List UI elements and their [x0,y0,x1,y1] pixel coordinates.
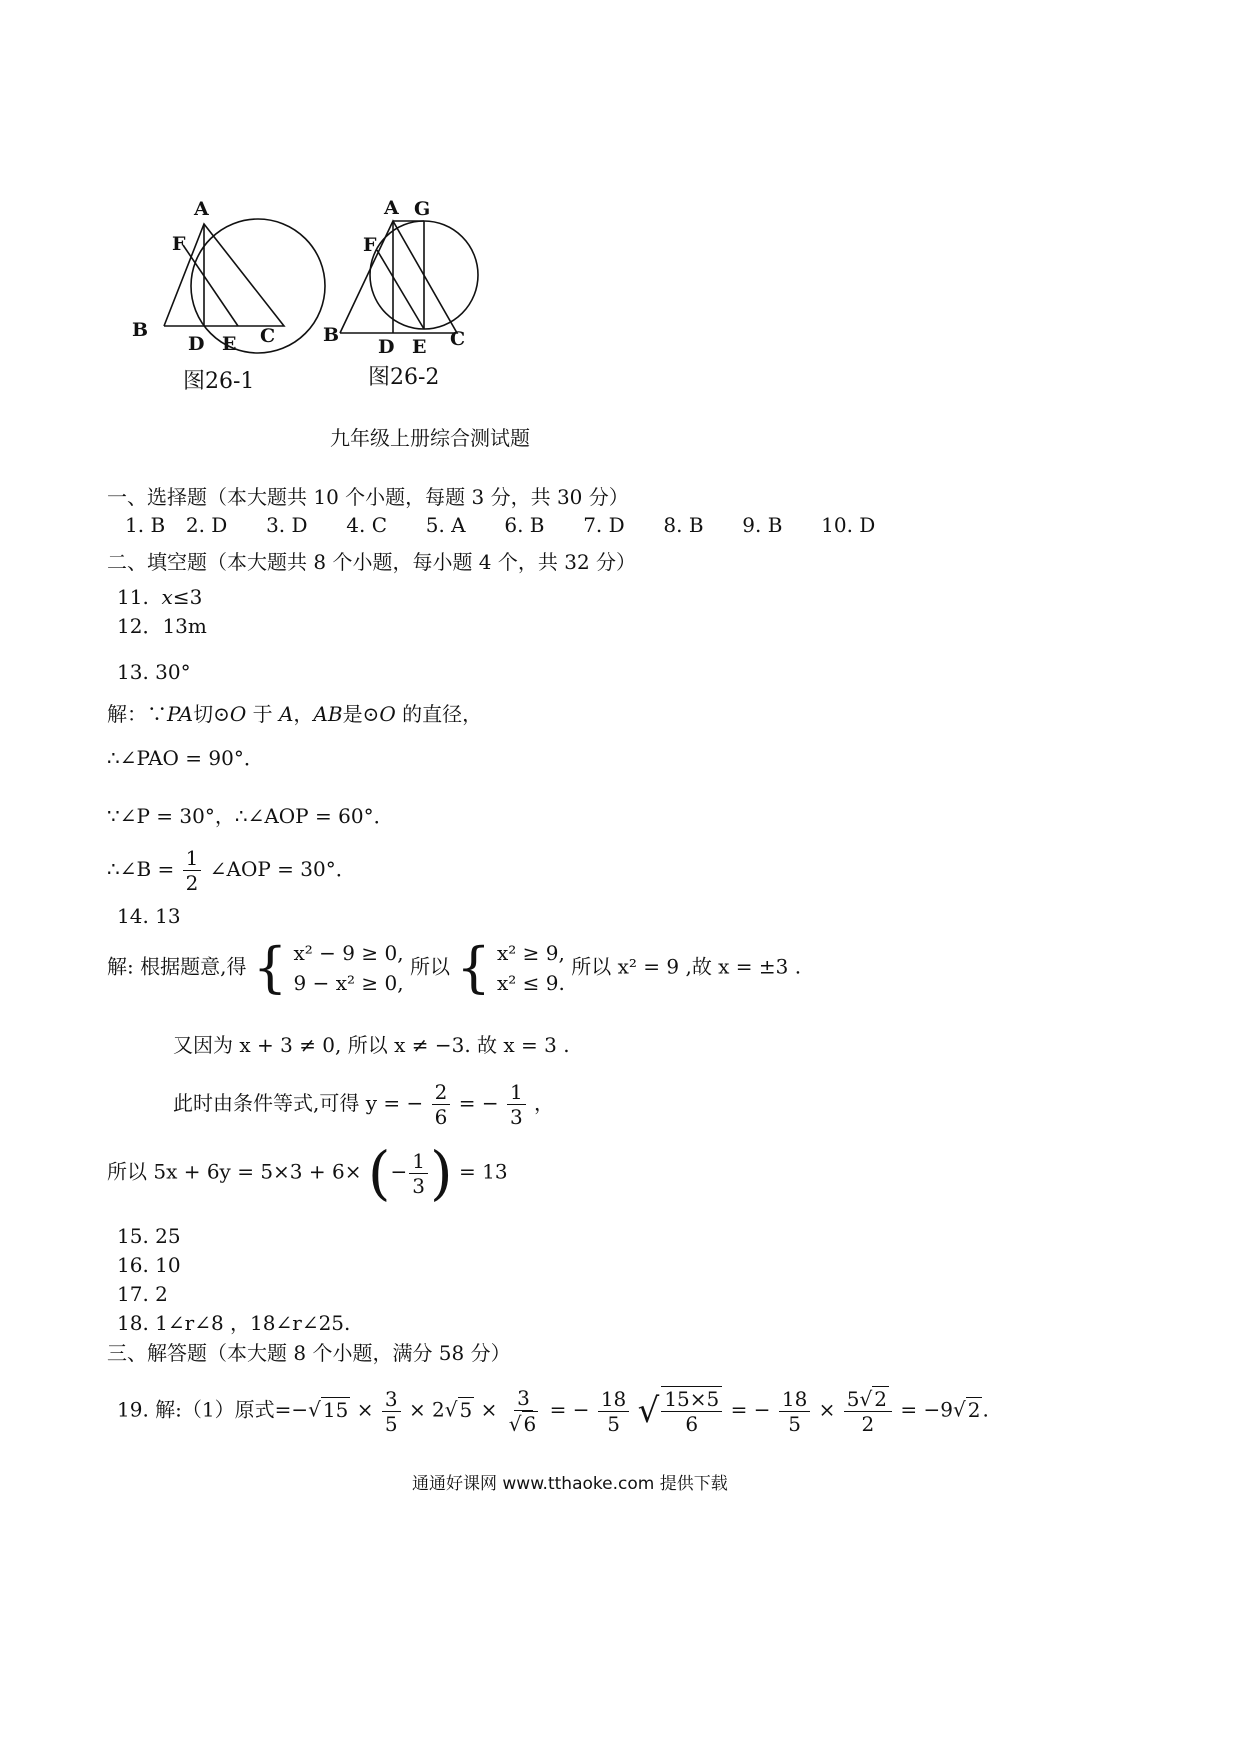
q14-solution-line1: 解: 根据题意,得 { x² − 9 ≥ 0, 9 − x² ≥ 0, 所以 { x² ≥ 9, x² ≤ 9. 所以 x² = 9 ,故 x = ±3 . [107,936,802,999]
answer-10: 10. D [821,513,876,537]
fig1-label-e: E [222,333,237,355]
answer-6: 6. B [504,513,545,537]
inequality-system-2: x² ≥ 9, x² ≤ 9. [497,941,565,995]
fig2-label-c: C [450,328,466,350]
inequality-system-1: x² − 9 ≥ 0, 9 − x² ≥ 0, [293,941,404,995]
q13-solution-line3: ∵∠P = 30°，∴∠AOP = 60°． [107,804,394,828]
q14-solution-line2: 又因为 x + 3 ≠ 0, 所以 x ≠ −3. 故 x = 3 . [173,1033,570,1057]
fig1-label-a: A [194,198,209,220]
fig2-label-f: F [363,234,377,256]
section3-heading: 三、解答题（本大题 8 个小题，满分 58 分） [107,1341,511,1365]
answer-7: 7. D [583,513,625,537]
figure-26-1 [132,198,340,395]
section1-heading: 一、选择题（本大题共 10 个小题，每题 3 分，共 30 分） [107,485,629,509]
section1-answers [125,513,875,537]
q12: 12．13m [117,614,207,638]
fig2-label-d: D [378,336,395,358]
fig2-label-g: G [414,198,431,220]
answer-5: 5. A [425,513,466,537]
q17: 17. 2 [117,1282,168,1306]
q14-solution-line3: 此时由条件等式,可得 y = − $\frac{2}{6}$ = − $\frac{1}{3}$ ， [173,1080,555,1129]
fig2-label-e: E [412,336,427,358]
q16: 16. 10 [117,1253,181,1277]
q13: 13. 30° [117,660,191,684]
fig2-triangle [340,221,457,333]
answer-2: 2. D [185,513,228,537]
answer-1: 1. B [125,513,166,537]
answer-9: 9. B [742,513,783,537]
fig1-label-f: F [172,233,186,255]
answer-4: 4. C [346,513,388,537]
answer-3: 3. D [266,513,308,537]
q19-solution: 19. 解:（1）原式=−√ 15 × $\frac{3}{5}$ × 2√ 5 × $\frac{3}{√ 6}$ = − $\frac{18}{5}$ √ $\frac{15\times 5}{6}$ = − $\frac{18}{5}$ × $\frac{5√ 2}{2}$ = −9√ 2 . [117,1386,989,1436]
q13-solution-line2: ∴∠PAO = 90°． [107,746,264,770]
q14-solution-line4: 所以 5x + 6y = 5×3 + 6× (− $\frac{1}{3}$ ) = 13 [107,1139,508,1207]
section2-heading: 二、填空题（本大题共 8 个小题，每小题 4 个，共 32 分） [107,550,637,574]
page-title: 九年级上册综合测试题 [330,426,530,450]
q14: 14. 13 [117,904,181,928]
q18: 18. 1∠r∠8 ，18∠r∠25. [117,1311,351,1335]
page-footer: 通通好课网 www.tthaoke.com 提供下载 [412,1474,728,1494]
q11: 11. x≤3 [117,585,203,609]
fig1-caption: 图26-1 [183,369,255,394]
fig1-label-d: D [188,333,205,355]
fig2-caption: 图26-2 [368,365,440,390]
fig2-label-a: A [384,197,399,219]
figure-26-2 [323,197,530,390]
fig1-label-c: C [260,325,276,347]
q13-solution-line4: ∴∠B = $\frac{1}{2}$ ∠AOP = 30°． [107,846,356,895]
q13-solution-line1: 解：∵PA切⊙O 于 A，AB是⊙O 的直径， [107,702,483,726]
q15: 15. 25 [117,1224,181,1248]
fig1-label-b: B [132,319,149,341]
answer-8: 8. B [663,513,704,537]
fraction-one-half: $\frac{1}{2}$ [183,846,202,895]
fig2-label-b: B [323,324,340,346]
